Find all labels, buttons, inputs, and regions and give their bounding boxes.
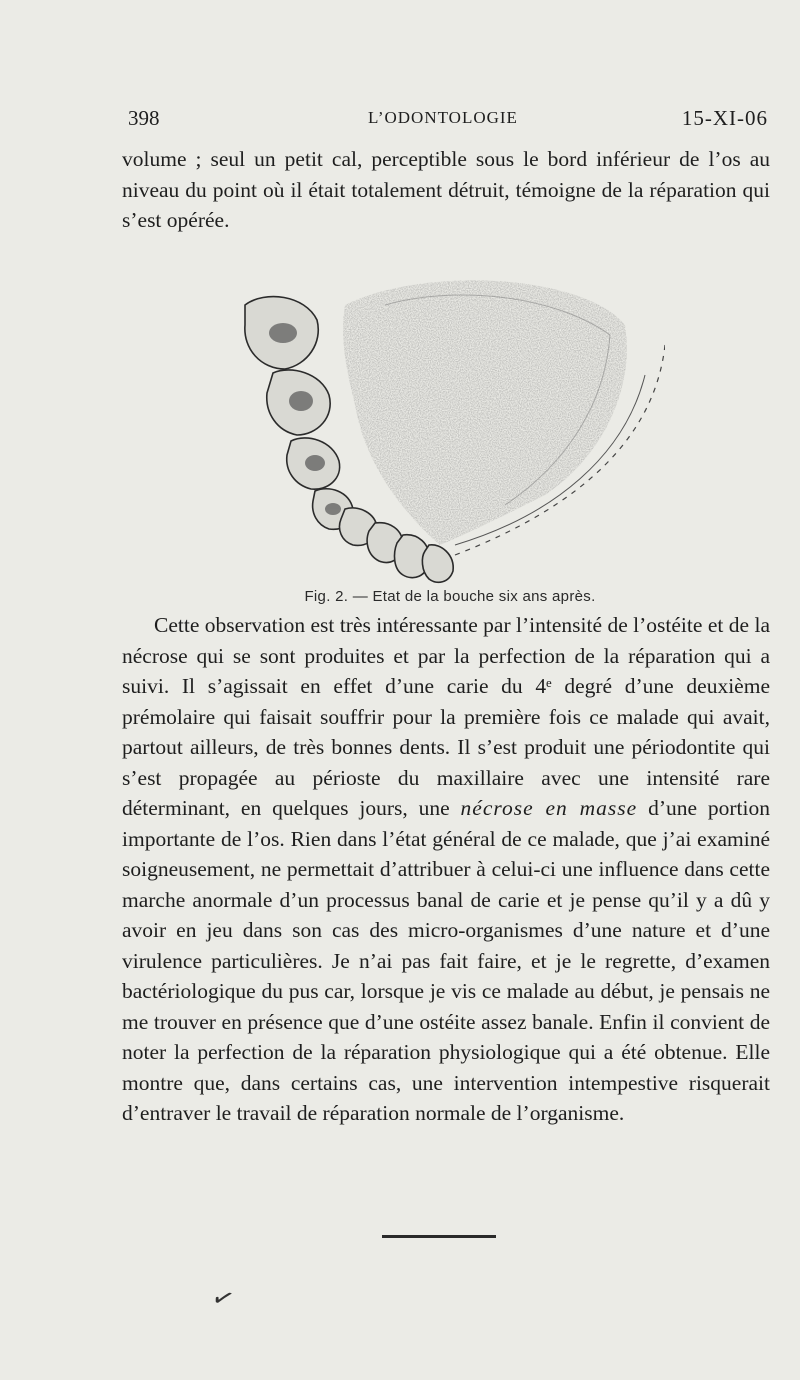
figure-caption: Fig. 2. — Etat de la bouche six ans après. [304, 588, 596, 605]
main-text-before: Cette observation est très intéressante par l’intensité de l’ostéite et de la nécrose qui se sont produites et par la perfection de la réparation qui a suivi. Il s’agissait en effet d’une carie du 4ᵉ degré d’une deuxième prémolaire qui faisait souffrir pour la première fois ce malade qui avait, partout ailleurs, de très bonnes dents. Il s’est produit une périodontite qui s’est propagée au périoste du maxillaire avec une intensité rare déterminant, en quelques jours, une [122, 613, 770, 820]
issue-date: 15-XI-06 [681, 106, 768, 130]
intro-paragraph: volume ; seul un petit cal, perceptible sous le bord inférieur de l’os au niveau du point où il était totalement détruit, témoigne de la réparation qui s’est opérée. [122, 147, 770, 232]
page-number: 398 [128, 106, 160, 130]
end-rule [382, 1235, 496, 1238]
page-header [128, 106, 768, 134]
emphasis-necrose-en-masse: nécrose en masse [460, 796, 638, 820]
main-text-after: d’une portion importante de l’os. Rien dans l’état général de ce malade, que j’ai examiné soigneusement, ne permettait d’attribuer à celui-ci une influence dans cette marche anormale d’un processus banal de carie et je pense qu’il y a dû y avoir en jeu dans son cas des micro-organismes d’une nature et d’une virulence particulières. Je n’ai pas fait faire, et je le regrette, d’examen bactériologique du pus car, lorsque je vis ce malade au début, je pensais ne me trouver en présence que d’une ostéite assez banale. Enfin il convient de noter la perfection de la réparation physiologique qui a été obtenue. Elle montre que, dans certains cas, une intervention intempestive risquerait d’entraver le travail de réparation normale de l’organisme. [122, 796, 771, 1125]
ink-mark: ✓ [207, 1281, 239, 1316]
main-paragraph [122, 610, 770, 1129]
running-title: L’ODONTOLOGIE [368, 108, 518, 127]
jaw-illustration [225, 265, 665, 585]
